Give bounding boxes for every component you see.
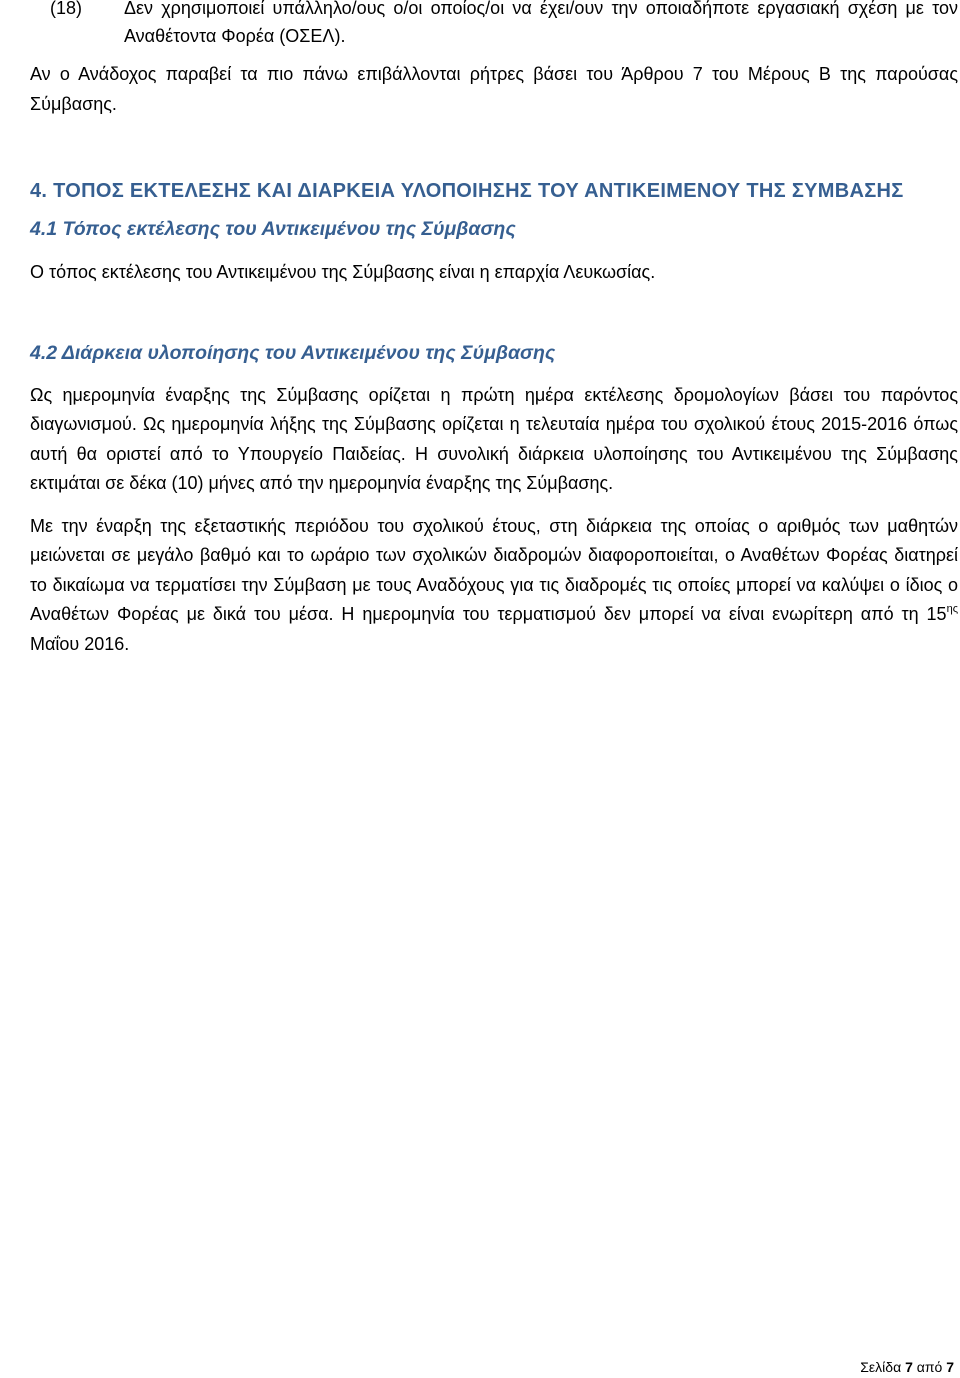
page-footer <box>860 1358 954 1376</box>
ordinal-superscript: ης <box>946 603 958 615</box>
section-4-2-paragraph-2 <box>30 512 958 660</box>
paragraph-2-main: Με την έναρξη της εξεταστικής περιόδου του σχολικού έτους, στη διάρκεια της οποίας ο αριθμός των μαθητών μειώνεται σε μεγάλο βαθμό και το ωράριο των σχολικών διαδρομών διαφοροποιείται, ο Αναθέτων Φορέας διατηρεί το δικαίωμα να τερματίσει την Σύμβαση με τους Αναδόχους για τις διαδρομές τις οποίες μπορεί να καλύψει ο ίδιος ο Αναθέτων Φορέας με δικά του μέσα. Η ημερομηνία του τερματισμού δεν μπορεί να είναι ενωρίτερη από τη 15 <box>30 515 958 624</box>
list-item-number: (18) <box>50 0 83 18</box>
footer-of-label: από <box>916 1359 943 1375</box>
footer-page-label: Σελίδα <box>860 1359 902 1375</box>
section-4-heading: 4. ΤΟΠΟΣ ΕΚΤΕΛΕΣΗΣ ΚΑΙ ΔΙΑΡΚΕΙΑ ΥΛΟΠΟΙΗΣΗΣ ΤΟΥ ΑΝΤΙΚΕΙΜΕΝΟΥ ΤΗΣ ΣΥΜΒΑΣΗΣ <box>30 180 904 202</box>
document-page <box>30 0 958 659</box>
footer-page-number: 7 <box>905 1359 913 1375</box>
section-4-2-paragraph-1: Ως ημερομηνία έναρξης της Σύμβασης ορίζεται η πρώτη ημέρα εκτέλεσης δρομολογίων βάσει του παρόντος διαγωνισμού. Ως ημερομηνία λήξης της Σύμβασης ορίζεται η τελευταία ημέρα του σχολικού έτους 2015-2016 όπως αυτή θα οριστεί από το Υπουργείο Παιδείας. Η συνολική διάρκεια υλοποίησης του Αντικειμένου της Σύμβασης εκτιμάται σε δέκα (10) μήνες από την ημερομηνία έναρξης της Σύμβασης. <box>30 384 958 493</box>
list-item-text: Δεν χρησιμοποιεί υπάλληλο/ους ο/οι οποίος/οι να έχει/ουν την οποιαδήποτε εργασιακή σχέση με τον Αναθέτοντα Φορέα (ΟΣΕΛ). <box>124 0 958 46</box>
section-4-2-heading: 4.2 Διάρκεια υλοποίησης του Αντικειμένου της Σύμβασης <box>30 341 556 364</box>
footer-total-pages: 7 <box>946 1359 954 1375</box>
list-item-18 <box>30 0 958 50</box>
paragraph-2-end: Μαΐου 2016. <box>30 633 130 654</box>
section-4-1-heading: 4.1 Τόπος εκτέλεσης του Αντικειμένου της Σύμβασης <box>30 218 516 240</box>
paragraph-violation: Αν ο Ανάδοχος παραβεί τα πιο πάνω επιβάλλονται ρήτρες βάσει του Άρθρου 7 του Μέρους Β της παρούσας Σύμβασης. <box>30 64 958 114</box>
section-4-1-text: Ο τόπος εκτέλεσης του Αντικειμένου της Σύμβασης είναι η επαρχία Λευκωσίας. <box>30 262 656 282</box>
